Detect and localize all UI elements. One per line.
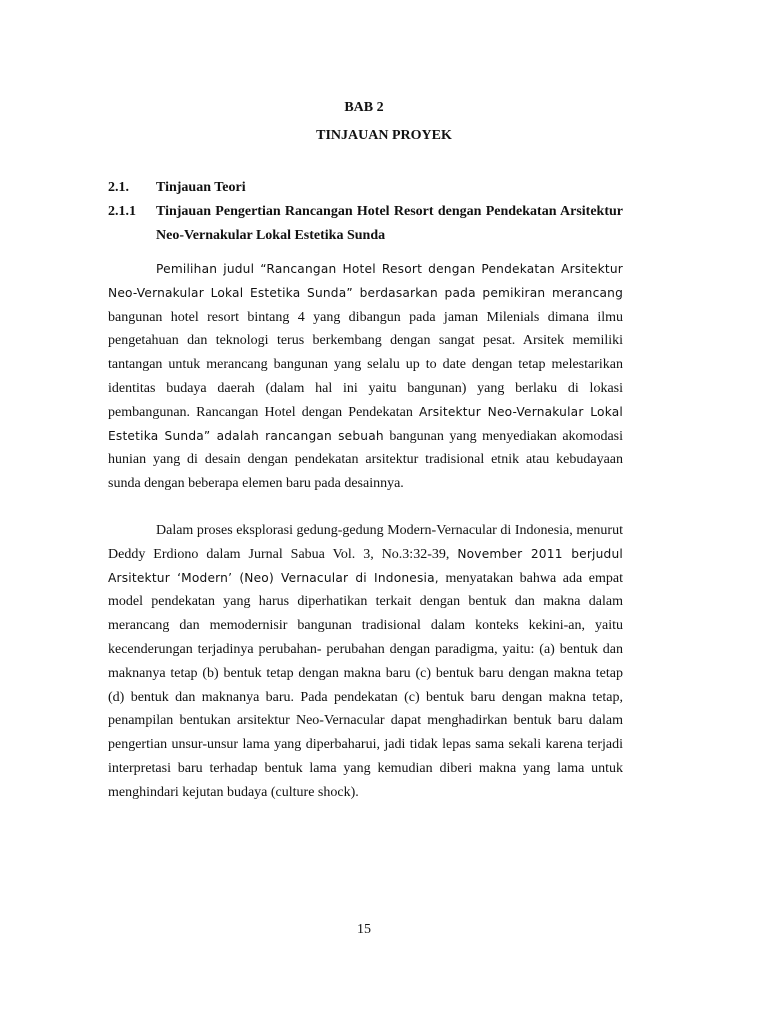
subsection-number: 2.1.1 xyxy=(108,204,136,219)
body-paragraph-1 xyxy=(108,258,623,496)
section-heading xyxy=(108,176,623,200)
paragraph-2-segment-3: menyatakan bahwa ada empat model pendekatan yang harus diperhatikan terkait dengan bentuk dan makna dalam merancang dan memodernisir bangunan tradisional dalam konteks kekini-an, yaitu kecenderungan terjadinya perubahan- perubahan dengan paradigma, yaitu: (a) bentuk dan maknanya tetap (b) bentuk tetap dengan makna baru (c) bentuk baru dengan makna tetap (d) bentuk dan maknanya baru. Pada pendekatan (c) bentuk baru dengan makna tetap, penampilan bentukan arsitektur Neo-Vernacular dapat menghadirkan bentuk baru dalam pengertian unsur-unsur lama yang diperbaharui, jadi tidak lepas sama sekali karena terjadi interpretasi baru terhadap bentuk lama yang kemudian diberi makna yang lama untuk menghindari kejutan budaya (culture shock). xyxy=(108,570,624,800)
chapter-label: BAB 2 xyxy=(344,100,384,115)
subsection-title: Tinjauan Pengertian Rancangan Hotel Resort dengan Pendekatan Arsitektur Neo-Vernakular Lokal Estetika Sunda xyxy=(156,204,623,243)
paragraph-1-segment-4: bangunan yang menyediakan akomodasi hunian yang di desain dengan pendekatan arsitektur tradisional etnik atau kebudayaan sunda dengan beberapa elemen baru pada desainnya. xyxy=(108,428,623,492)
body-paragraph-2 xyxy=(108,519,623,805)
section-title: Tinjauan Teori xyxy=(156,180,246,195)
chapter-title xyxy=(0,128,768,144)
chapter-heading xyxy=(0,100,768,116)
chapter-title-text: TINJAUAN PROYEK xyxy=(316,128,452,143)
paragraph-2-segment-2: November 2011 berjudul Arsitektur ‘Modern’ (Neo) Vernacular di Indonesia, xyxy=(108,546,624,585)
section-number: 2.1. xyxy=(108,180,129,195)
page-number xyxy=(0,922,768,938)
paragraph-1-segment-2: bangunan hotel resort bintang 4 yang dibangun pada jaman Milenials dimana ilmu pengetahuan dan teknologi terus berkembang dengan sangat pesat. Arsitek memiliki tantangan untuk merancang bangunan yang selalu up to date dengan tetap melestarikan identitas budaya daerah (dalam hal ini yaitu bangunan) yang berlaku di lokasi pembangunan. Rancangan Hotel dengan Pendekatan xyxy=(108,309,623,420)
paragraph-1-segment-1: Pemilihan judul “Rancangan Hotel Resort dengan Pendekatan Arsitektur Neo-Vernakular Lokal Estetika Sunda” berdasarkan pada pemikiran merancang xyxy=(108,262,623,300)
subsection-heading xyxy=(108,200,623,248)
paragraph-1-segment-3: Arsitektur Neo-Vernakular Lokal Estetika Sunda” adalah rancangan sebuah xyxy=(108,404,623,443)
page-number-text: 15 xyxy=(357,922,371,937)
paragraph-2-segment-1: Dalam proses eksplorasi gedung-gedung Modern-Vernacular di Indonesia, menurut Deddy Erdiono dalam Jurnal Sabua Vol. 3, No.3:32-39, xyxy=(108,523,623,562)
